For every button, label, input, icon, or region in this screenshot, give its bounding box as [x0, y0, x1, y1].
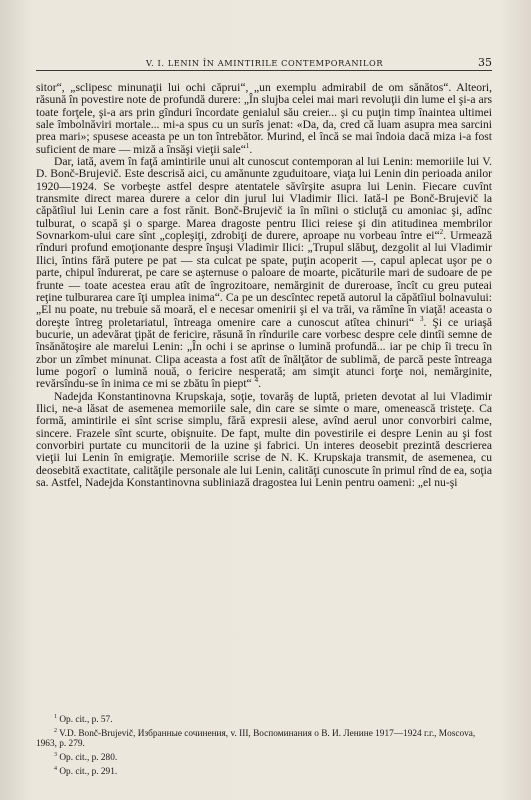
paragraph-2: Dar, iată, avem în faţă amintirile unui alt cunoscut contemporan al lui Lenin: memoriile lui V. D. Bonč-Brujevič. Este descrisă aici, cu amănunte zguduitoare, viaţa lui Lenin din perioada anilor 1920—1924. Se vorbeşte astfel despre atentatele săvîrşite asupra lui Lenin. Fiecare cuvînt transmite direct marea durere a celor din jurul lui Vladimir Ilici. Iată-l pe Bonč-Brujevič la căpătîiul lui Lenin care a fost rănit. Bonč-Brujevič ia în mîini o sticluţă cu amoniac şi, adînc tulburat, o scapă şi o sparge. Marea dragoste pentru Ilici reiese şi din atitudinea membrilor Sovnarkom-ului care sînt „copleşiţi, zdrobiţi de durere, aproape nu vorbeau între ei“$^2$. Urmează rînduri profund emoţionante despre înşuşi Vladimir Ilici: „Trupul slăbuţ, dezgolit al lui Vladimir Ilici, întins fără putere pe pat — sta culcat pe spate, puţin acoperit —, capul aplecat uşor pe o parte, chipul îndurerat, pe care se aşternuse o paloare de moarte, picăturile mari de sudoare de pe frunte — toate acestea erau atît de îngrozitoare, nemărginit de dureroase, încît cu greu puteai reţine tulburarea care îţi umplea inima“. Ca pe un descîntec repetă autorul la căpătîiul bolnavului: „El nu poate, nu trebuie să moară, el e necesar omenirii şi el va trăi, va rămîne în viaţă! aceasta o doreşte întreg proletariatul, întreaga omenire care a cunoscut atîtea chinuri“ $^3$. Şi ce uriaşă bucurie, un adevărat ţipăt de fericire, răsună în rîndurile care vorbesc despre cele dintîi semne de însănătoşire ale marelui Lenin: „În ochi i se aprinse o lumină profundă... iar pe chip îi trecu în zbor un zîmbet minunat. Clipa aceasta a fost atît de înălţător de sublimă, de parcă peste întreaga lume pogorî o lumină nouă, o fericire nesperată; am simţit atunci forţe noi, nemărginite, revărsîndu-se în inima ce mi se zbătu în piept“ $^4$.	[36, 155, 492, 391]
footnote-3: $^3$ Op. cit., p. 280.	[54, 751, 118, 764]
body-text	[36, 82, 492, 489]
footnote-ref-3[interactable]: 3	[420, 314, 424, 323]
footnote-ref-2[interactable]: 2	[439, 228, 444, 237]
footnote-4: $^4$ Op. cit., p. 291.	[54, 765, 118, 777]
page-number: 35	[478, 56, 492, 69]
paragraph-1: sitor“, „sclipesc minunaţii lui ochi căprui“, „un exemplu admirabil de om sănătos“. Alteori, răsună în povestire note de profundă durere: „În slujba celei mai mari revoluţii din lume el şi-a ars toate forţele, şi-a ars prin gînduri încordate genialul său creier... şi cu puţin timp înaintea ultimei sale îmbolnăviri mortale... mi-a spus cu un surîs jenat: «Da, da, cred că luam asupra mea sarcini prea mari»; spusese aceasta pe un ton întrebător. Murind, el încă se mai îndoia dacă miza i-a fost suficient de mare — miză a însăşi vieţii sale“$^1$.	[36, 81, 492, 156]
header-rule	[36, 70, 492, 71]
footnote-2: $^2$ V.D. Bonč-Brujevič, Избранные сочинения, v. III, Воспоминания о В. И. Ленине 1917—1924 г.г., Moscova, 1963, p. 279.	[36, 727, 476, 750]
footnote-ref-4[interactable]: 4	[254, 376, 259, 385]
footnotes	[36, 712, 492, 777]
footnote-ref-1[interactable]: 1	[245, 141, 250, 150]
paragraph-3: Nadejda Konstantinovna Krupskaja, soţie, tovarăş de luptă, prieten devotat al lui Vladimir Ilici, ne-a lăsat de asemenea memoriile sale, din care se simte o mare, omenească tristeţe. Ca formă, amintirile ei sînt scrise simplu, fără expresii alese, avînd aerul unor convorbiri calme, sincere. Frazele sînt scurte, obişnuite. De fapt, multe din povestirile ei despre Lenin au şi fost convorbiri purtate cu muncitorii de la uzine şi fabrici. Un interes deosebit prezintă descrierea vieţii lui Lenin în emigraţie. Memoriile scrise de N. K. Krupskaja transmit, de asemenea, cu deosebită exactitate, calităţile personale ale lui Lenin, calităţi cunoscute în primul rînd de ea, soţia sa. Astfel, Nadejda Konstantinovna subliniază dragostea lui Lenin pentru oameni: „el nu-şi	[36, 389, 492, 489]
running-title: V. I. LENIN ÎN AMINTIRILE CONTEMPORANILOR	[146, 58, 384, 68]
footnote-1: $^1$ Op. cit., p. 57.	[54, 714, 113, 726]
